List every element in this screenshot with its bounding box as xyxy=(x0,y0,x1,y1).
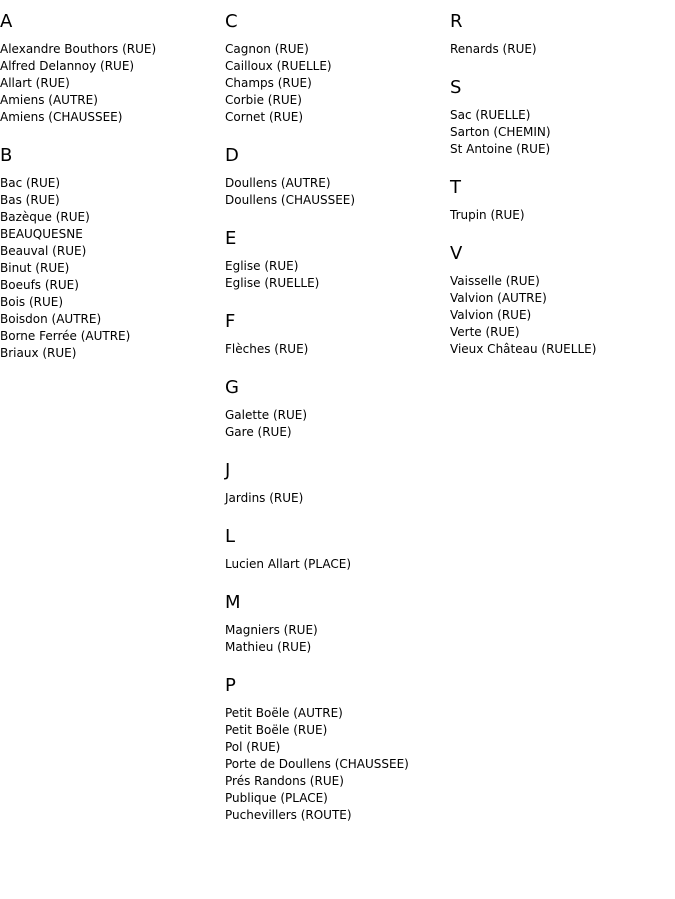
street-link[interactable]: Boeufs (RUE) xyxy=(0,278,79,292)
street-link[interactable]: Corbie (RUE) xyxy=(225,93,302,107)
street-link[interactable]: Bois (RUE) xyxy=(0,295,64,309)
street-link[interactable]: Cagnon (RUE) xyxy=(225,42,309,56)
letter-heading: M xyxy=(225,592,241,613)
letter-heading: S xyxy=(450,77,462,98)
letter-heading: D xyxy=(225,145,239,166)
street-link[interactable]: Amiens (AUTRE) xyxy=(0,93,98,107)
street-list xyxy=(225,341,450,358)
letter-group-m xyxy=(225,592,450,656)
street-link[interactable]: Bas (RUE) xyxy=(0,193,60,207)
street-link[interactable]: Magniers (RUE) xyxy=(225,623,318,637)
street-link[interactable]: Trupin (RUE) xyxy=(450,208,525,222)
street-list xyxy=(450,207,675,224)
letter-heading: T xyxy=(450,177,461,198)
letter-heading: F xyxy=(225,311,236,332)
letter-group-t xyxy=(450,177,675,224)
letter-heading: P xyxy=(225,675,236,696)
letter-heading: C xyxy=(225,11,238,32)
street-link[interactable]: Sac (RUELLE) xyxy=(450,108,531,122)
street-link[interactable]: Porte de Doullens (CHAUSSEE) xyxy=(225,757,409,771)
street-link[interactable]: Flèches (RUE) xyxy=(225,342,309,356)
street-list xyxy=(450,273,675,358)
letter-group-c xyxy=(225,11,450,126)
street-link[interactable]: Gare (RUE) xyxy=(225,425,292,439)
street-link[interactable]: BEAUQUESNE xyxy=(0,227,83,241)
street-link[interactable]: St Antoine (RUE) xyxy=(450,142,551,156)
street-link[interactable]: Borne Ferrée (AUTRE) xyxy=(0,329,131,343)
street-list xyxy=(225,490,450,507)
street-link[interactable]: Pol (RUE) xyxy=(225,740,281,754)
street-link[interactable]: Alexandre Bouthors (RUE) xyxy=(0,42,157,56)
letter-group-s xyxy=(450,77,675,158)
street-index-column-3 xyxy=(450,0,675,358)
street-list xyxy=(450,41,675,58)
letter-group-p xyxy=(225,675,450,824)
letter-group-l xyxy=(225,526,450,573)
letter-group-v xyxy=(450,243,675,358)
street-link[interactable]: Galette (RUE) xyxy=(225,408,308,422)
street-link[interactable]: Alfred Delannoy (RUE) xyxy=(0,59,135,73)
letter-group-g xyxy=(225,377,450,441)
letter-heading: G xyxy=(225,377,239,398)
street-link[interactable]: Petit Boële (RUE) xyxy=(225,723,328,737)
letter-group-j xyxy=(225,460,450,507)
street-link[interactable]: Eglise (RUE) xyxy=(225,259,299,273)
street-link[interactable]: Prés Randons (RUE) xyxy=(225,774,344,788)
street-link[interactable]: Valvion (RUE) xyxy=(450,308,532,322)
street-link[interactable]: Petit Boële (AUTRE) xyxy=(225,706,343,720)
street-link[interactable]: Doullens (AUTRE) xyxy=(225,176,331,190)
street-link[interactable]: Lucien Allart (PLACE) xyxy=(225,557,352,571)
street-index-column-1 xyxy=(0,0,225,362)
letter-group-r xyxy=(450,11,675,58)
street-link[interactable]: Eglise (RUELLE) xyxy=(225,276,320,290)
street-link[interactable]: Jardins (RUE) xyxy=(225,491,304,505)
street-link[interactable]: Vaisselle (RUE) xyxy=(450,274,540,288)
street-link[interactable]: Amiens (CHAUSSEE) xyxy=(0,110,123,124)
street-link[interactable]: Champs (RUE) xyxy=(225,76,312,90)
street-link[interactable]: Cornet (RUE) xyxy=(225,110,304,124)
street-link[interactable]: Verte (RUE) xyxy=(450,325,520,339)
street-link[interactable]: Mathieu (RUE) xyxy=(225,640,312,654)
street-list xyxy=(225,175,450,209)
street-link[interactable]: Renards (RUE) xyxy=(450,42,537,56)
street-index-column-2 xyxy=(225,0,450,824)
street-list xyxy=(0,41,225,126)
street-link[interactable]: Valvion (AUTRE) xyxy=(450,291,547,305)
street-link[interactable]: Puchevillers (ROUTE) xyxy=(225,808,352,822)
street-link[interactable]: Doullens (CHAUSSEE) xyxy=(225,193,356,207)
street-link[interactable]: Cailloux (RUELLE) xyxy=(225,59,332,73)
street-link[interactable]: Beauval (RUE) xyxy=(0,244,87,258)
street-list xyxy=(0,175,225,362)
street-link[interactable]: Briaux (RUE) xyxy=(0,346,77,360)
street-link[interactable]: Allart (RUE) xyxy=(0,76,70,90)
street-list xyxy=(450,107,675,158)
street-list xyxy=(225,622,450,656)
street-list xyxy=(225,556,450,573)
letter-heading: L xyxy=(225,526,236,547)
letter-group-f xyxy=(225,311,450,358)
street-link[interactable]: Bazèque (RUE) xyxy=(0,210,90,224)
street-list xyxy=(225,407,450,441)
street-link[interactable]: Binut (RUE) xyxy=(0,261,70,275)
letter-group-d xyxy=(225,145,450,209)
street-list xyxy=(225,705,450,824)
letter-heading: V xyxy=(450,243,463,264)
street-link[interactable]: Bac (RUE) xyxy=(0,176,61,190)
street-list xyxy=(225,41,450,126)
letter-group-a xyxy=(0,11,225,126)
letter-group-b xyxy=(0,145,225,362)
letter-heading: R xyxy=(450,11,463,32)
letter-heading: B xyxy=(0,145,13,166)
street-link[interactable]: Vieux Château (RUELLE) xyxy=(450,342,597,356)
letter-group-e xyxy=(225,228,450,292)
street-link[interactable]: Boisdon (AUTRE) xyxy=(0,312,102,326)
street-link[interactable]: Publique (PLACE) xyxy=(225,791,328,805)
letter-heading: E xyxy=(225,228,237,249)
letter-heading: A xyxy=(0,11,13,32)
letter-heading: J xyxy=(225,460,231,481)
street-link[interactable]: Sarton (CHEMIN) xyxy=(450,125,551,139)
street-list xyxy=(225,258,450,292)
